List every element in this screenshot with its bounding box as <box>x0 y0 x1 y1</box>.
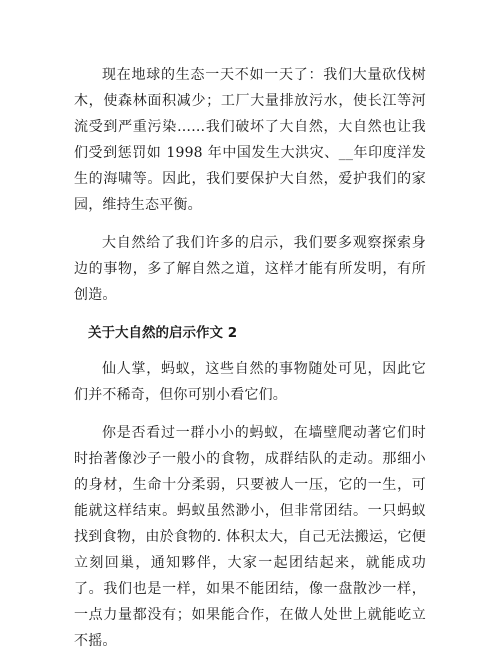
paragraph-cactus-ants: 仙人掌，蚂蚁，这些自然的事物随处可见，因此它们并不稀奇，但你可别小看它们。 <box>74 361 426 403</box>
paragraph-inspiration: 大自然给了我们许多的启示，我们要多观察探索身边的事物，多了解自然之道，这样才能有所发明，有所创造。 <box>74 235 426 303</box>
document-page <box>74 62 426 666</box>
paragraph-ecology: 现在地球的生态一天不如一天了：我们大量砍伐树木，使森林面积减少；工厂大量排放污水，使长江等河流受到严重污染……我们破坏了大自然，大自然也让我们受到惩罚如 1998 年中国发生大洪灾、__年印度洋发生的海啸等。因此，我们要保护大自然，爱护我们的家园，维持生态平衡。 <box>74 67 426 213</box>
paragraph-ant-unity: 你是否看过一群小小的蚂蚁，在墙壁爬动著它们时时抬著像沙子一般小的食物，成群结队的走动。那细小的身材，生命十分柔弱，只要被人一压，它的一生，可能就这样结束。蚂蚁虽然渺小，但非常团结。一只蚂蚁找到食物，由於食物的. 体积太大，自己无法搬运，它便立刻回巢，通知夥伴，大家一起团结起来，就能成功了。我们也是一样，如果不能团结，像一盘散沙一样，一点力量都没有；如果能合作，在做人处世上就能屹立不摇。 <box>74 425 426 649</box>
section-heading: 关于大自然的启示作文 2 <box>88 325 238 341</box>
